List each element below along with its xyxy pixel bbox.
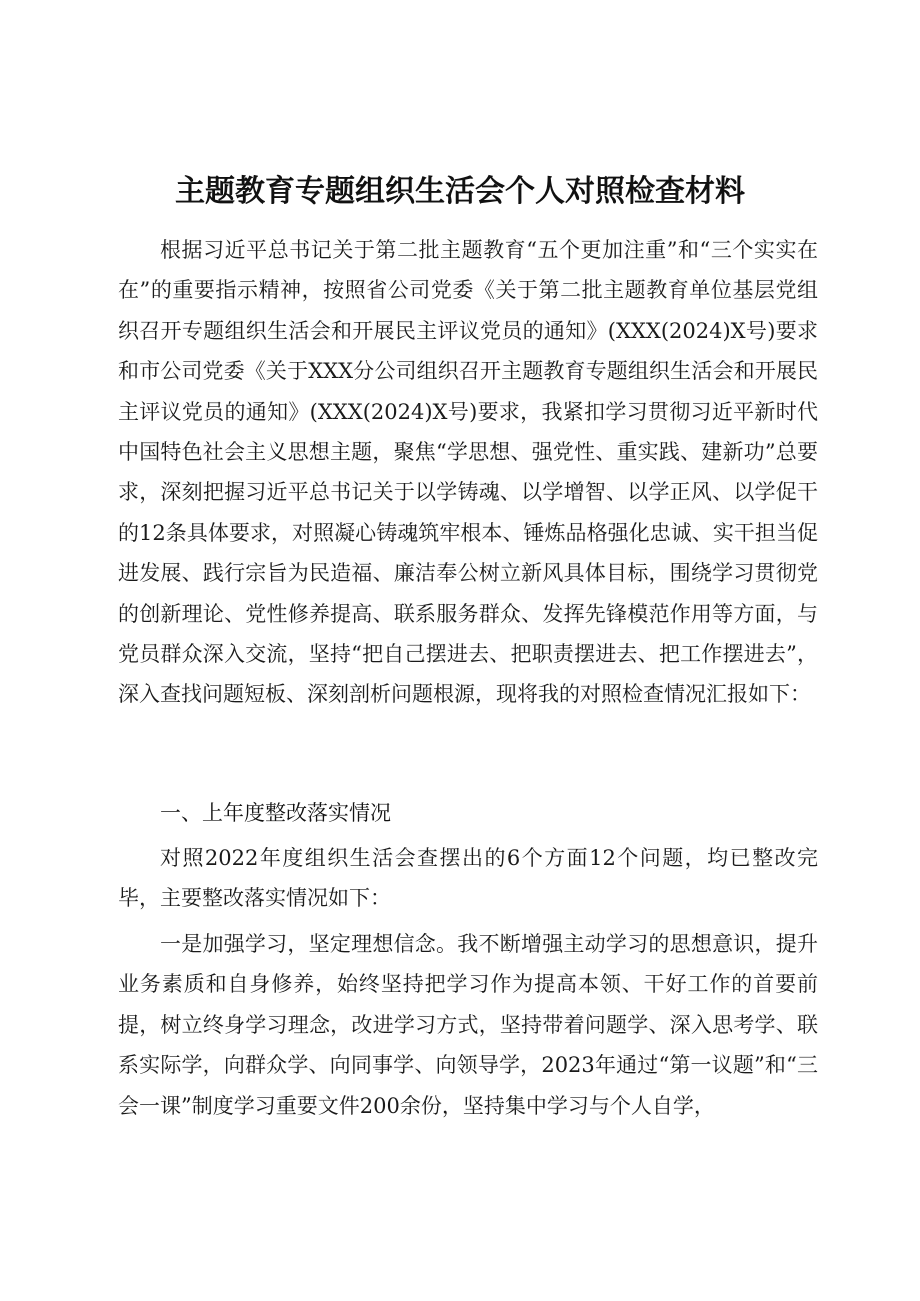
section-paragraph-2: 一是加强学习，坚定理想信念。我不断增强主动学习的思想意识，提升业务素质和自身修养，始终坚持把学习作为提高本领、干好工作的首要前提，树立终身学习理念，改进学习方式，坚持带着问题学、深入思考学、联系实际学，向群众学、向同事学、向领导学，2023年通过“第一议题”和“三会一课”制度学习重要文件200余份，坚持集中学习与个人自学， [118,932,818,1118]
section-heading: 一、上年度整改落实情况 [160,801,391,825]
section-paragraph-1: 对照2022年度组织生活会查摆出的6个方面12个问题，均已整改完毕，主要整改落实情况如下： [118,846,818,911]
intro-paragraph: 根据习近平总书记关于第二批主题教育“五个更加注重”和“三个实实在在”的重要指示精神，按照省公司党委《关于第二批主题教育单位基层党组织召开专题组织生活会和开展民主评议党员的通知》(XXX(2024)X号)要求和市公司党委《关于XXX分公司组织召开主题教育专题组织生活会和开展民主评议党员的通知》(XXX(2024)X号)要求，我紧扣学习贯彻习近平新时代中国特色社会主义思想主题，聚焦“学思想、强党性、重实践、建新功”总要求，深刻把握习近平总书记关于以学铸魂、以学增智、以学正风、以学促干的12条具体要求，对照凝心铸魂筑牢根本、锤炼品格强化忠诚、实干担当促进发展、践行宗旨为民造福、廉洁奉公树立新风具体目标，围绕学习贯彻党的创新理论、党性修养提高、联系服务群众、发挥先锋模范作用等方面，与党员群众深入交流，坚持“把自己摆进去、把职责摆进去、把工作摆进去”，深入查找问题短板、深刻剖析问题根源，现将我的对照检查情况汇报如下： [118,238,818,707]
document-title: 主题教育专题组织生活会个人对照检查材料 [175,174,745,209]
